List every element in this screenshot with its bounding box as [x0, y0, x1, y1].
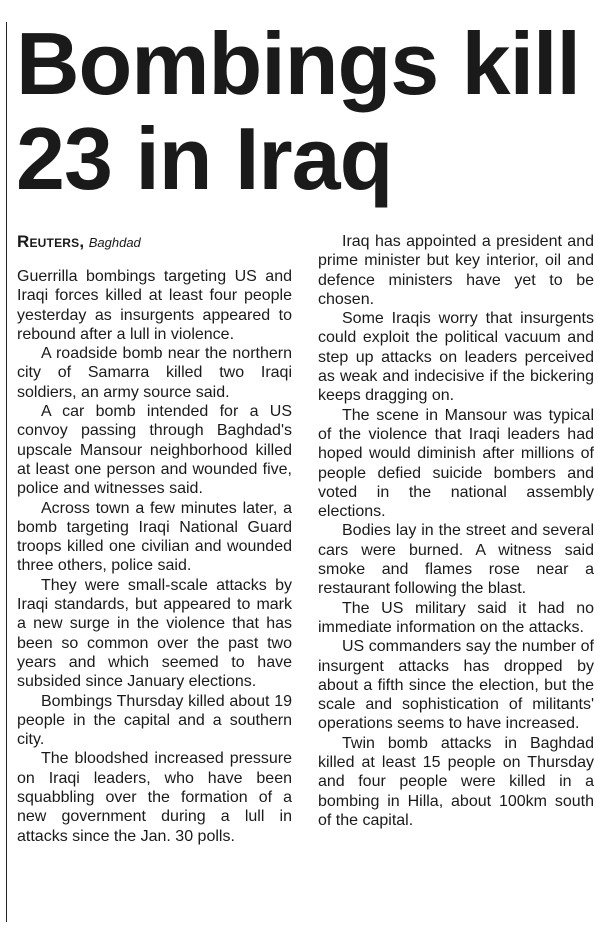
article-paragraph: The scene in Mansour was typical of the violence that Iraqi leaders had hoped would diminish after millions of people defied suicide bombers and voted in the national assembly elections. — [318, 406, 594, 521]
article-column-left — [17, 232, 292, 846]
article-paragraph: Across town a few minutes later, a bomb targeting Iraqi National Guard troops killed one civilian and wounded three others, police said. — [17, 499, 292, 575]
article-paragraph: Some Iraqis worry that insurgents could exploit the political vacuum and step up attacks on leaders perceived as weak and indecisive if the bickering keeps dragging on. — [318, 310, 594, 405]
article-paragraph: US commanders say the number of insurgent attacks has dropped by about a fifth since the election, but the scale and sophistication of militants' operations seems to have increased. — [318, 638, 594, 733]
article-column-right — [318, 232, 594, 830]
headline: Bombings kill 23 in Iraq — [16, 14, 580, 208]
article-paragraph: The US military said it had no immediate information on the attacks. — [318, 599, 594, 636]
article-paragraph: They were small-scale attacks by Iraqi standards, but appeared to mark a new surge in the violence that has been so common over the past two years and which seemed to have subsided since January elections. — [17, 576, 292, 691]
byline — [17, 232, 292, 253]
article-paragraph: A car bomb intended for a US convoy passing through Baghdad's upscale Mansour neighborhood killed at least one person and wounded five, police and witnesses said. — [17, 403, 292, 498]
column-rule — [6, 22, 7, 922]
article-paragraph: Guerrilla bombings targeting US and Iraqi forces killed at least four people yesterday as insurgents appeared to rebound after a lull in violence. — [17, 268, 292, 343]
article-paragraph: Bombings Thursday killed about 19 people in the capital and a southern city. — [17, 692, 292, 749]
byline-dateline: Baghdad — [88, 235, 141, 250]
article-paragraph: Bodies lay in the street and several cars were burned. A witness said smoke and flames rose near a restaurant following the blast. — [318, 522, 594, 598]
article-paragraph: A roadside bomb near the northern city of Samarra killed two Iraqi soldiers, an army source said. — [17, 345, 292, 401]
article-paragraph: Iraq has appointed a president and prime minister but key interior, oil and defence ministers have yet to be chosen. — [318, 233, 594, 308]
article-paragraph: The bloodshed increased pressure on Iraqi leaders, who have been squabbling over the formation of a new government during a lull in attacks since the Jan. 30 polls. — [17, 750, 292, 845]
article-paragraph: Twin bomb attacks in Baghdad killed at least 15 people on Thursday and four people were killed in a bombing in Hilla, about 100km south of the capital. — [318, 734, 594, 829]
byline-agency: Reuters, — [17, 232, 85, 251]
